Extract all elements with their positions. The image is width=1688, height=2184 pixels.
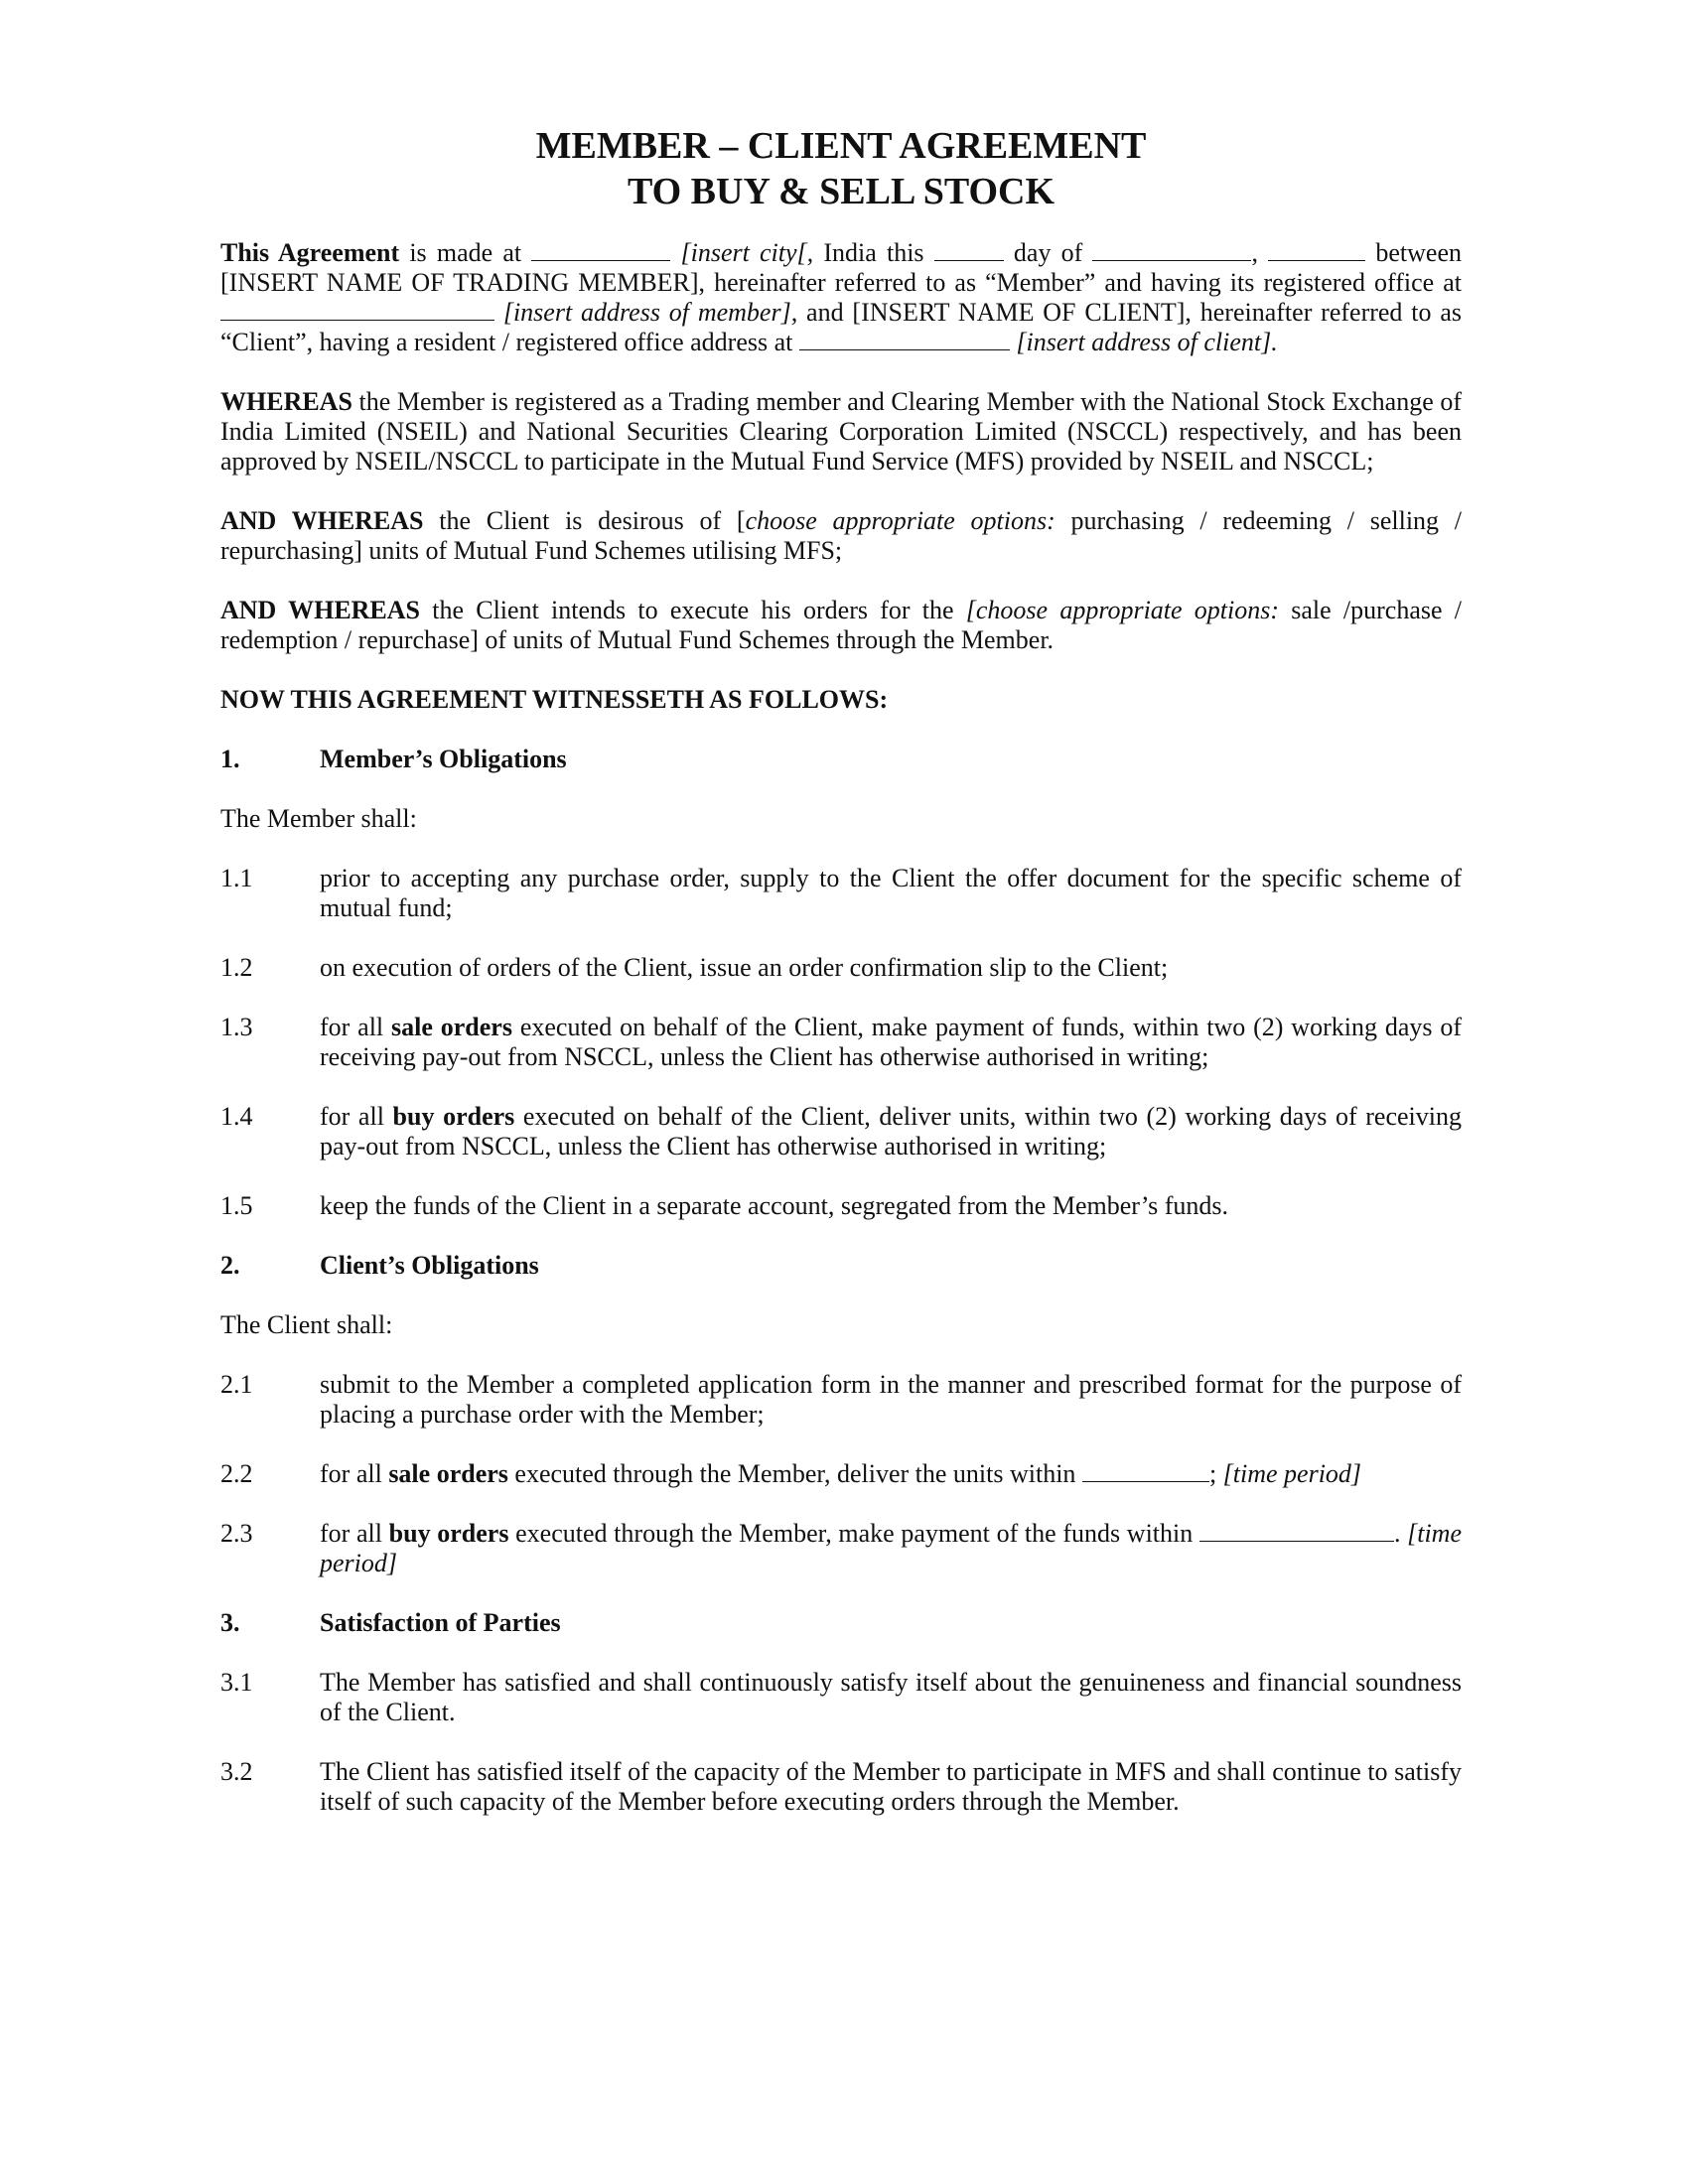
document-page xyxy=(220,123,1462,1846)
title-line-1: MEMBER – CLIENT AGREEMENT xyxy=(535,125,1147,167)
member-address-blank xyxy=(220,298,494,321)
section-3-number: 3. xyxy=(220,1608,240,1637)
time-period-blank xyxy=(1199,1519,1394,1542)
clause-text-a: for all xyxy=(320,1459,389,1488)
client-address-blank xyxy=(799,328,1010,350)
clause-term: sale orders xyxy=(388,1459,508,1488)
clause-text-c: executed through the Member, deliver the units within xyxy=(507,1459,1082,1488)
section-1-heading xyxy=(220,745,1462,774)
clause-2-2 xyxy=(220,1459,1462,1489)
clause-text xyxy=(320,1102,1462,1161)
clause-term: buy orders xyxy=(392,1102,515,1131)
clause-punct: ; xyxy=(1208,1459,1217,1488)
clause-text: The Member has satisfied and shall continuously satisfy itself about the genuineness and financial soundness of the Client. xyxy=(320,1668,1462,1726)
clause-number: 3.2 xyxy=(220,1757,253,1786)
whereas-2-hint: choose appropriate options: xyxy=(745,506,1055,535)
witnesseth-heading xyxy=(220,685,1462,715)
intro-text-3: day of xyxy=(1003,238,1093,267)
city-blank xyxy=(531,238,670,261)
whereas-2-lead: AND WHEREAS xyxy=(220,506,424,535)
whereas-1-lead: WHEREAS xyxy=(220,387,352,416)
intro-comma: , xyxy=(1251,238,1258,267)
clause-hint: [time period] xyxy=(1216,1459,1362,1488)
clause-1-2 xyxy=(220,953,1462,983)
section-3-title: Satisfaction of Parties xyxy=(320,1608,561,1637)
section-1-title: Member’s Obligations xyxy=(320,745,567,773)
clause-text-c: executed on behalf of the Client, deliver units, within two (2) working days of receiving pay-out from NSCCL, unless the Client has otherwise authorised in writing; xyxy=(320,1102,1462,1160)
whereas-3-text-1: the Client intends to execute his orders for the xyxy=(420,596,966,624)
clause-punct: . xyxy=(1393,1519,1401,1548)
witnesseth-text: NOW THIS AGREEMENT WITNESSETH AS FOLLOWS: xyxy=(220,685,889,714)
day-blank xyxy=(934,238,1004,261)
clause-2-1 xyxy=(220,1370,1462,1430)
year-blank xyxy=(1268,238,1365,261)
intro-text-5: and [INSERT NAME OF CLIENT], hereinafter referred to as “Client”, having a resident / registered office address at xyxy=(220,298,1462,356)
clause-text: keep the funds of the Client in a separate account, segregated from the Member’s funds. xyxy=(320,1191,1228,1220)
clause-number: 1.3 xyxy=(220,1013,253,1041)
section-1-number: 1. xyxy=(220,745,240,773)
section-2-lead: The Client shall: xyxy=(220,1310,393,1339)
clause-number: 3.1 xyxy=(220,1668,253,1697)
whereas-3-text-2: sale /purchase / redemption / repurchase] of units of Mutual Fund Schemes through the Member. xyxy=(220,596,1462,654)
intro-lead: This Agreement xyxy=(220,238,400,267)
whereas-2-text-2: purchasing / redeeming / selling / repurchasing] units of Mutual Fund Schemes utilising MFS; xyxy=(220,506,1463,565)
whereas-paragraph-2 xyxy=(220,506,1462,566)
section-2-heading xyxy=(220,1251,1462,1281)
clause-1-4 xyxy=(220,1102,1462,1161)
clause-text: The Client has satisfied itself of the capacity of the Member to participate in MFS and shall continue to satisfy itself of such capacity of the Member before executing orders through the Member. xyxy=(320,1757,1462,1816)
whereas-3-lead: AND WHEREAS xyxy=(220,596,421,624)
clause-1-5 xyxy=(220,1191,1462,1221)
month-blank xyxy=(1092,238,1251,261)
clause-number: 1.5 xyxy=(220,1191,253,1220)
intro-paragraph xyxy=(220,238,1462,357)
clause-number: 2.1 xyxy=(220,1370,253,1399)
intro-text-2: India this xyxy=(813,238,934,267)
section-2-number: 2. xyxy=(220,1251,240,1280)
section-3-heading xyxy=(220,1608,1462,1638)
whereas-1-text: the Member is registered as a Trading member and Clearing Member with the National Stock Exchange of India Limited (NSEIL) and National Securities Clearing Corporation Limited (NSCCL) respectively, and has been approved by NSEIL/NSCCL to participate in the Mutual Fund Service (MFS) provided by NSEIL and NSCCL; xyxy=(220,387,1462,476)
title-line-2: TO BUY & SELL STOCK xyxy=(627,171,1055,212)
clause-1-1 xyxy=(220,864,1462,923)
clause-3-1 xyxy=(220,1668,1462,1727)
intro-client-address-hint: [insert address of client]. xyxy=(1009,328,1278,356)
clause-2-3 xyxy=(220,1519,1462,1578)
clause-number: 1.2 xyxy=(220,953,253,982)
clause-text xyxy=(320,1013,1462,1072)
clause-number: 1.1 xyxy=(220,864,253,892)
whereas-paragraph-1 xyxy=(220,387,1462,477)
clause-text: submit to the Member a completed application form in the manner and prescribed format for the purpose of placing a purchase order with the Member; xyxy=(320,1370,1462,1429)
whereas-3-hint: [choose appropriate options: xyxy=(965,596,1280,624)
clause-text: on execution of orders of the Client, issue an order confirmation slip to the Client; xyxy=(320,953,1169,982)
clause-number: 1.4 xyxy=(220,1102,253,1131)
whereas-paragraph-3 xyxy=(220,596,1462,655)
document-title xyxy=(220,123,1462,214)
clause-term: buy orders xyxy=(388,1519,509,1548)
time-period-blank xyxy=(1082,1459,1209,1482)
section-2-title: Client’s Obligations xyxy=(320,1251,539,1280)
intro-text-4: between [INSERT NAME OF TRADING MEMBER], hereinafter referred to as “Member” and having its registered office at xyxy=(220,238,1462,297)
intro-city-hint: [insert city[, xyxy=(670,238,814,267)
section-1-lead: The Member shall: xyxy=(220,804,417,833)
clause-number: 2.2 xyxy=(220,1459,253,1488)
whereas-2-text-1: the Client is desirous of [ xyxy=(423,506,746,535)
clause-text-a: for all xyxy=(320,1013,392,1041)
clause-text xyxy=(320,1519,1462,1578)
clause-number: 2.3 xyxy=(220,1519,253,1548)
clause-text xyxy=(320,1459,1462,1489)
clause-text-c: executed on behalf of the Client, make payment of funds, within two (2) working days of receiving pay-out from NSCCL, unless the Client has otherwise authorised in writing; xyxy=(320,1013,1462,1071)
clause-text-a: for all xyxy=(320,1519,389,1548)
clause-hint: [time period] xyxy=(320,1519,1462,1577)
clause-text-a: for all xyxy=(320,1102,393,1131)
clause-3-2 xyxy=(220,1757,1462,1817)
intro-text-1: is made at xyxy=(399,238,532,267)
clause-term: sale orders xyxy=(391,1013,512,1041)
clause-text-c: executed through the Member, make payment of the funds within xyxy=(508,1519,1199,1548)
clause-1-3 xyxy=(220,1013,1462,1072)
clause-text: prior to accepting any purchase order, supply to the Client the offer document for the specific scheme of mutual fund; xyxy=(320,864,1462,922)
intro-member-address-hint: [insert address of member], xyxy=(494,298,798,327)
